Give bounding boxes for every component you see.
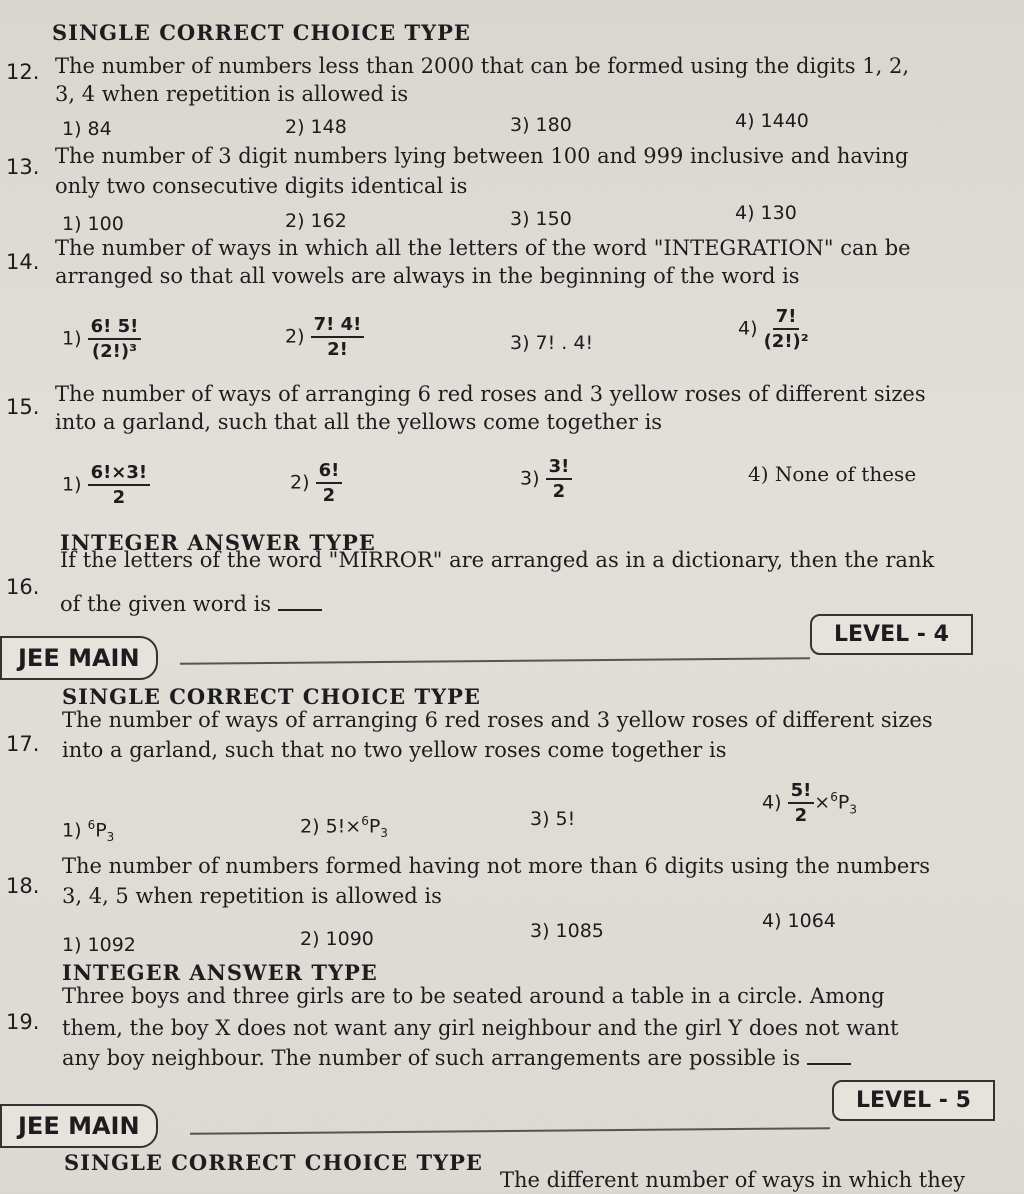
numerator: 7!: [773, 306, 800, 330]
fraction: [788, 780, 815, 826]
option-4[interactable]: 4) None of these: [748, 462, 917, 486]
question-number: 14.: [6, 250, 40, 274]
numerator: 5!: [788, 780, 815, 804]
denominator: 2: [552, 481, 566, 502]
question-text-line3-container: [62, 1044, 851, 1072]
denominator: (2!)²: [763, 331, 809, 352]
question-number: 19.: [6, 1010, 40, 1034]
question-number: 15.: [6, 395, 40, 419]
answer-blank[interactable]: [807, 1047, 851, 1065]
section-heading-single-correct: SINGLE CORRECT CHOICE TYPE: [62, 684, 481, 709]
option-label: 2): [290, 471, 310, 494]
jee-main-badge: JEE MAIN: [0, 636, 158, 680]
question-number: 12.: [6, 60, 40, 84]
fraction: [311, 314, 365, 360]
option-1[interactable]: [62, 818, 114, 844]
numerator: 6!×3!: [88, 462, 151, 486]
fraction: [546, 456, 573, 502]
option-1[interactable]: 1) 84: [62, 118, 112, 140]
question-text-line2: into a garland, such that no two yellow roses come together is: [62, 738, 727, 762]
option-3[interactable]: 3) 5!: [530, 808, 576, 830]
superscript: 6: [361, 814, 369, 828]
option-4[interactable]: [762, 780, 857, 826]
numerator: 6!: [316, 460, 343, 484]
level-4-badge: LEVEL - 4: [810, 614, 973, 655]
superscript: 6: [830, 790, 838, 805]
option-label: 3): [520, 467, 540, 490]
question-text-line2: them, the boy X does not want any girl neighbour and the girl Y does not want: [62, 1016, 899, 1040]
option-2[interactable]: 2) 162: [285, 210, 347, 232]
denominator: (2!)³: [91, 341, 137, 362]
option-4[interactable]: 4) 1064: [762, 910, 836, 932]
question-number: 16.: [6, 575, 40, 599]
denominator: 2: [322, 485, 336, 506]
option-2[interactable]: [300, 814, 388, 840]
option-3[interactable]: [520, 456, 572, 502]
question-text-line2: of the given word is: [60, 592, 272, 616]
question-text-line2: 3, 4, 5 when repetition is allowed is: [62, 884, 442, 908]
question-text-line1: The number of numbers less than 2000 that can be formed using the digits 1, 2,: [55, 54, 909, 78]
option-label: 4): [762, 791, 782, 814]
question-text-line1: The number of 3 digit numbers lying between 100 and 999 inclusive and having: [55, 144, 909, 168]
question-text-line2: into a garland, such that all the yellows come together is: [55, 410, 663, 434]
option-3[interactable]: 3) 1085: [530, 920, 604, 942]
fraction: [88, 316, 142, 362]
numerator: 3!: [546, 456, 573, 480]
question-text-line1: The number of ways in which all the letters of the word "INTEGRATION" can be: [55, 236, 911, 260]
section-heading-single-correct: SINGLE CORRECT CHOICE TYPE: [52, 20, 471, 45]
answer-blank[interactable]: [278, 593, 322, 611]
question-text-line2: arranged so that all vowels are always in the beginning of the word is: [55, 264, 800, 288]
question-text-line2: 3, 4 when repetition is allowed is: [55, 82, 409, 106]
section-heading-integer: INTEGER ANSWER TYPE: [60, 530, 376, 555]
section-heading-integer: INTEGER ANSWER TYPE: [62, 960, 378, 985]
option-1[interactable]: 1) 1092: [62, 934, 136, 956]
question-text-line1: Three boys and three girls are to be seated around a table in a circle. Among: [62, 984, 885, 1008]
fraction: [764, 306, 809, 352]
level-5-badge: LEVEL - 5: [832, 1080, 995, 1121]
option-2[interactable]: [285, 314, 364, 360]
option-prefix: 5!×: [325, 815, 362, 838]
denominator: 2: [112, 487, 126, 508]
question-number: 13.: [6, 155, 40, 179]
times-sign: ×: [814, 791, 831, 814]
option-2[interactable]: 2) 148: [285, 116, 347, 138]
option-2[interactable]: [290, 460, 342, 506]
denominator: 2: [794, 805, 808, 826]
jee-main-badge: JEE MAIN: [0, 1104, 158, 1148]
fraction: [88, 462, 151, 508]
option-3[interactable]: 3) 180: [510, 114, 572, 136]
numerator: 6! 5!: [88, 316, 142, 340]
option-3[interactable]: 3) 7! . 4!: [510, 332, 594, 354]
option-label: 2): [300, 815, 320, 838]
subscript: 3: [849, 802, 857, 817]
section-heading-single-correct: SINGLE CORRECT CHOICE TYPE: [64, 1150, 483, 1175]
question-number: 17.: [6, 732, 40, 756]
option-4[interactable]: 4) 130: [735, 202, 797, 224]
question-text-line1: The number of ways of arranging 6 red roses and 3 yellow roses of different sizes: [62, 708, 933, 732]
option-label: 1): [62, 327, 82, 350]
superscript: 6: [87, 818, 96, 832]
option-4[interactable]: [738, 306, 809, 352]
option-3[interactable]: 3) 150: [510, 208, 572, 230]
option-1[interactable]: [62, 316, 141, 362]
denominator: 2!: [327, 339, 348, 360]
option-1[interactable]: 1) 100: [62, 213, 124, 235]
option-2[interactable]: 2) 1090: [300, 928, 374, 950]
permutation-symbol: P: [95, 819, 107, 842]
option-1[interactable]: [62, 462, 150, 508]
question-text-line1: The number of numbers formed having not more than 6 digits using the numbers: [62, 854, 931, 878]
question-text-line3: any boy neighbour. The number of such arrangements are possible is: [62, 1046, 801, 1070]
numerator: 7! 4!: [311, 314, 365, 338]
question-number: 18.: [6, 874, 40, 898]
subscript: 3: [106, 830, 115, 845]
option-label: 4): [738, 317, 758, 340]
option-label: 1): [62, 819, 82, 842]
subscript: 3: [380, 826, 388, 841]
fraction: [316, 460, 343, 506]
question-text-line2: only two consecutive digits identical is: [55, 174, 468, 198]
question-text-line1: If the letters of the word "MIRROR" are arranged as in a dictionary, then the rank: [60, 548, 935, 572]
permutation-symbol: P: [837, 791, 850, 814]
option-label: 1): [62, 473, 82, 496]
question-text-line2-container: [60, 590, 322, 618]
option-4[interactable]: 4) 1440: [735, 110, 809, 132]
cut-off-question-text: The different number of ways in which they: [500, 1168, 966, 1192]
divider-line: [180, 657, 810, 664]
question-text-line1: The number of ways of arranging 6 red roses and 3 yellow roses of different sizes: [55, 382, 926, 406]
option-label: 2): [285, 325, 305, 348]
permutation-symbol: P: [368, 815, 381, 838]
divider-line: [190, 1127, 830, 1135]
